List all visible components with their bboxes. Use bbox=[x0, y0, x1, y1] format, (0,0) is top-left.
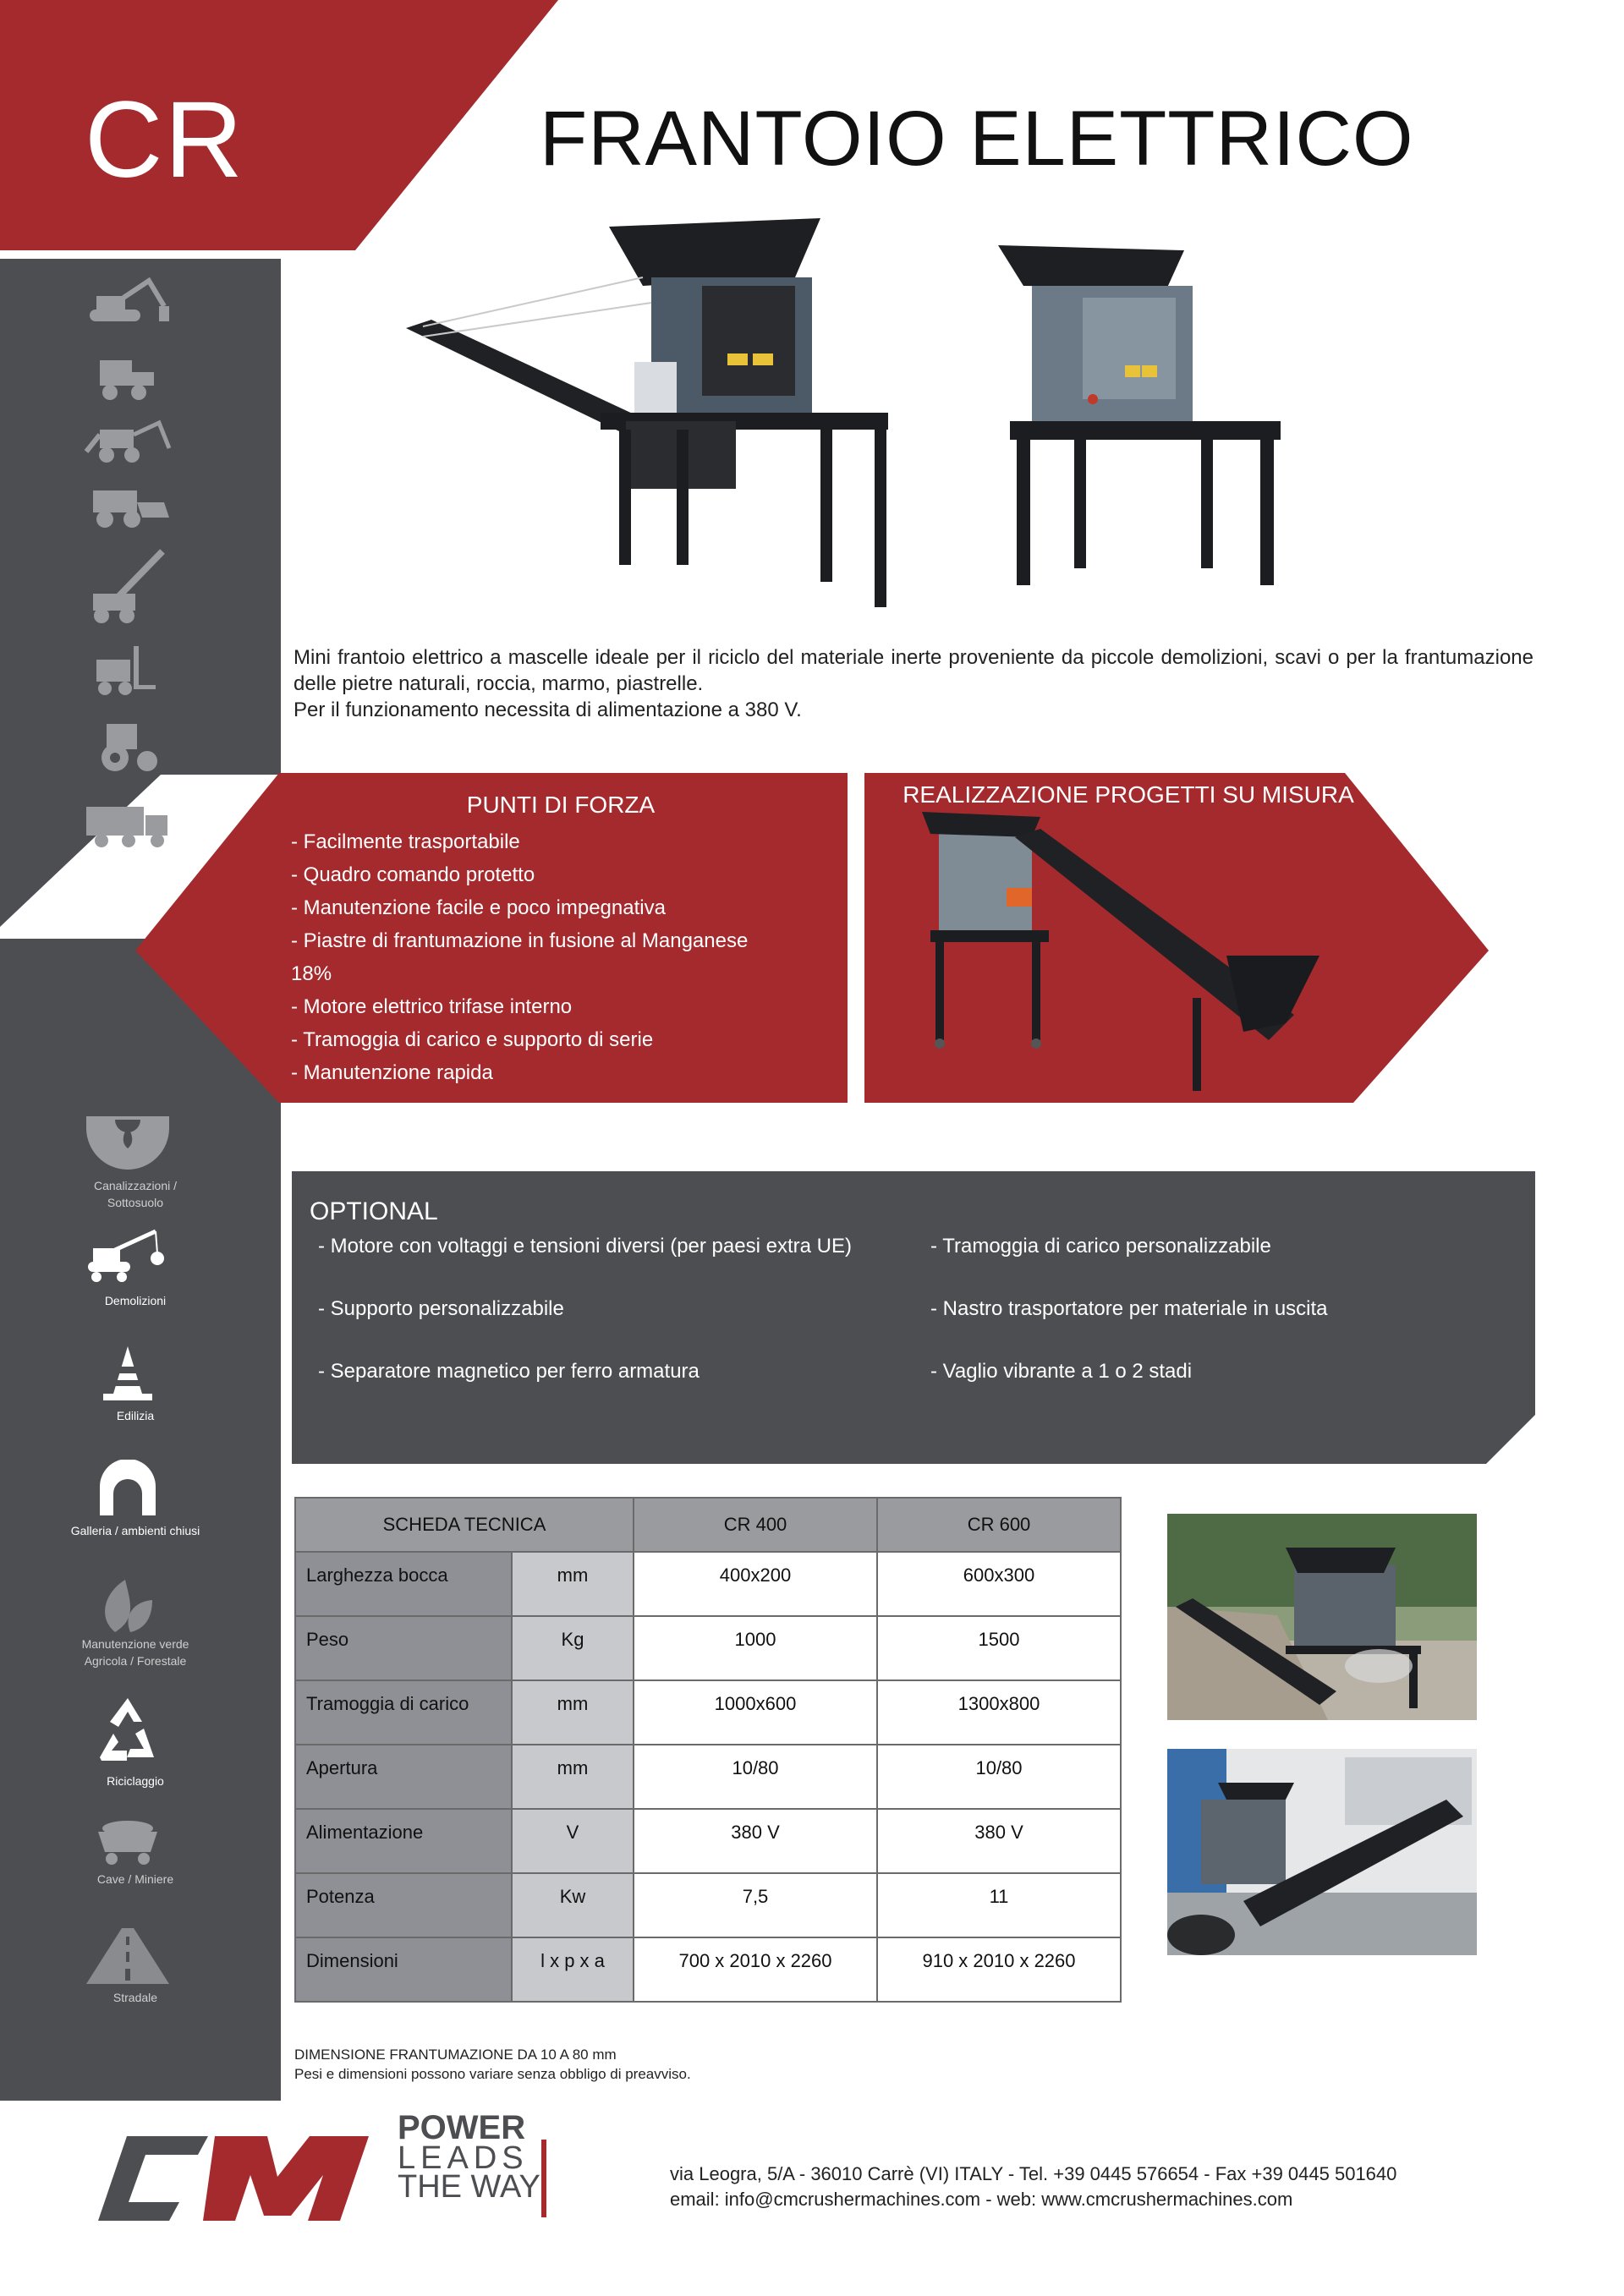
forklift-icon bbox=[81, 641, 174, 700]
list-item: - Motore elettrico trifase interno bbox=[291, 995, 573, 1018]
intro-text bbox=[294, 644, 1533, 723]
sector-label-manutenzione: Manutenzione verde Agricola / Forestale bbox=[81, 1637, 189, 1668]
tractor-icon bbox=[81, 715, 174, 775]
header-red-band bbox=[0, 0, 558, 250]
product-code: CR bbox=[85, 79, 244, 200]
row-label: Potenza bbox=[295, 1873, 512, 1937]
spec-table bbox=[294, 1497, 1122, 2003]
notes bbox=[294, 2045, 691, 2084]
strengths-list bbox=[291, 825, 849, 1089]
recycle-icon bbox=[81, 1695, 174, 1766]
row-unit: l x p x a bbox=[512, 1937, 634, 2002]
list-item: - Facilmente trasportabile bbox=[291, 830, 520, 853]
optional-item: - Vaglio vibrante a 1 o 2 stadi bbox=[930, 1360, 1193, 1383]
cr600-value: 910 x 2010 x 2260 bbox=[877, 1937, 1121, 2002]
logo-tagline-theway: THE WAY bbox=[398, 2169, 540, 2205]
row-unit: V bbox=[512, 1809, 634, 1873]
optional-item: - Motore con voltaggi e tensioni diversi (per paesi extra UE) bbox=[318, 1235, 852, 1258]
contact-info bbox=[670, 2162, 1396, 2212]
logo-tagline-power: POWER bbox=[398, 2109, 526, 2146]
wheel-loader-icon bbox=[81, 474, 174, 533]
row-label: Larghezza bocca bbox=[295, 1552, 512, 1616]
note-disclaimer: Pesi e dimensioni possono variare senza obbligo di preavviso. bbox=[294, 2066, 691, 2082]
cr600-value: 10/80 bbox=[877, 1745, 1121, 1809]
excavator-icon bbox=[81, 272, 174, 332]
backhoe-loader-icon bbox=[81, 409, 174, 469]
row-label: Peso bbox=[295, 1616, 512, 1680]
optional-item: - Supporto personalizzabile bbox=[318, 1297, 564, 1320]
row-unit: mm bbox=[512, 1552, 634, 1616]
contact-address: via Leogra, 5/A - 36010 Carrè (VI) ITALY - Tel. +39 0445 576654 - Fax +39 0445 501640 bbox=[670, 2163, 1397, 2184]
optional-item: - Nastro trasportatore per materiale in uscita bbox=[930, 1297, 1328, 1320]
cr400-value: 380 V bbox=[634, 1809, 877, 1873]
row-label: Alimentazione bbox=[295, 1809, 512, 1873]
strengths-title: PUNTI DI FORZA bbox=[466, 792, 656, 818]
row-unit: mm bbox=[512, 1680, 634, 1745]
cr400-value: 1000x600 bbox=[634, 1680, 877, 1745]
table-header: CR 600 bbox=[877, 1498, 1121, 1552]
custom-projects-title: REALIZZAZIONE PROGETTI SU MISURA bbox=[903, 781, 1354, 808]
logo-tagline-leads: LEADS bbox=[398, 2140, 529, 2176]
sector-label-cave: Cave / Miniere bbox=[96, 1872, 174, 1886]
cr600-value: 380 V bbox=[877, 1809, 1121, 1873]
leaf-icon bbox=[81, 1576, 174, 1636]
table-row bbox=[295, 1552, 1121, 1616]
table-row bbox=[295, 1680, 1121, 1745]
cr400-value: 400x200 bbox=[634, 1552, 877, 1616]
optional-item: - Separatore magnetico per ferro armatura bbox=[318, 1360, 700, 1383]
telehandler-icon bbox=[81, 541, 174, 626]
table-row bbox=[295, 1616, 1121, 1680]
table-row bbox=[295, 1745, 1121, 1809]
sector-label-stradale: Stradale bbox=[112, 1991, 158, 2004]
intro-line-1: Mini frantoio elettrico a mascelle ideale per il riciclo del materiale inerte proveniente da piccole demolizioni, scavi o per la frantumazione delle pietre naturali, roccia, marmo, piastrelle. bbox=[294, 646, 1533, 695]
traffic-cone-icon bbox=[81, 1345, 174, 1404]
row-unit: Kg bbox=[512, 1616, 634, 1680]
contact-web: email: info@cmcrushermachines.com - web: www.cmcrushermachines.com bbox=[670, 2189, 1293, 2210]
list-item: - Tramoggia di carico e supporto di serie bbox=[291, 1028, 654, 1051]
table-header: CR 400 bbox=[634, 1498, 877, 1552]
sector-label-riciclaggio: Riciclaggio bbox=[107, 1774, 164, 1788]
row-label: Tramoggia di carico bbox=[295, 1680, 512, 1745]
optional-item: - Tramoggia di carico personalizzabile bbox=[930, 1235, 1271, 1258]
row-unit: Kw bbox=[512, 1873, 634, 1937]
custom-crusher-photo bbox=[922, 812, 1345, 1094]
row-label: Apertura bbox=[295, 1745, 512, 1809]
list-item: - Manutenzione rapida bbox=[291, 1061, 493, 1084]
table-header: SCHEDA TECNICA bbox=[295, 1498, 634, 1552]
table-row bbox=[295, 1809, 1121, 1873]
sector-label-canalizzazioni: Canalizzazioni / Sottosuolo bbox=[93, 1179, 178, 1209]
note-crushing-size: DIMENSIONE FRANTUMAZIONE DA 10 A 80 mm bbox=[294, 2047, 617, 2063]
cr400-value: 7,5 bbox=[634, 1873, 877, 1937]
cr400-value: 10/80 bbox=[634, 1745, 877, 1809]
optional-title: OPTIONAL bbox=[310, 1197, 438, 1225]
demolition-crane-icon bbox=[81, 1228, 174, 1287]
cr600-value: 1300x800 bbox=[877, 1680, 1121, 1745]
skid-steer-icon bbox=[81, 347, 174, 406]
cr400-value: 1000 bbox=[634, 1616, 877, 1680]
list-item: - Piastre di frantumazione in fusione al Manganese bbox=[291, 929, 749, 952]
tunnel-icon bbox=[81, 1460, 174, 1519]
crusher-on-site-photo bbox=[1167, 1514, 1477, 1720]
row-label: Dimensioni bbox=[295, 1937, 512, 2002]
pipe-channel-icon bbox=[81, 1111, 174, 1170]
crusher-with-conveyor-photo bbox=[398, 218, 930, 619]
table-row bbox=[295, 1873, 1121, 1937]
cr400-value: 700 x 2010 x 2260 bbox=[634, 1937, 877, 2002]
table-header-row bbox=[295, 1498, 1121, 1552]
sector-label-demolizioni: Demolizioni bbox=[104, 1294, 167, 1307]
road-icon bbox=[81, 1926, 174, 1986]
row-unit: mm bbox=[512, 1745, 634, 1809]
crusher-on-stand-photo bbox=[998, 238, 1294, 594]
intro-line-2: Per il funzionamento necessita di alimentazione a 380 V. bbox=[294, 699, 802, 721]
page-title: FRANTOIO ELETTRICO bbox=[540, 96, 1414, 182]
cr600-value: 600x300 bbox=[877, 1552, 1121, 1616]
mine-cart-icon bbox=[81, 1818, 174, 1869]
list-item: - Quadro comando protetto bbox=[291, 863, 535, 886]
crusher-in-warehouse-photo bbox=[1167, 1749, 1477, 1955]
list-item: - Manutenzione facile e poco impegnativa bbox=[291, 896, 666, 919]
sector-label-galleria: Galleria / ambienti chiusi bbox=[70, 1524, 200, 1537]
sector-label-edilizia: Edilizia bbox=[116, 1409, 155, 1422]
cr600-value: 11 bbox=[877, 1873, 1121, 1937]
table-row bbox=[295, 1937, 1121, 2002]
cr600-value: 1500 bbox=[877, 1616, 1121, 1680]
list-item: 18% bbox=[291, 962, 332, 985]
